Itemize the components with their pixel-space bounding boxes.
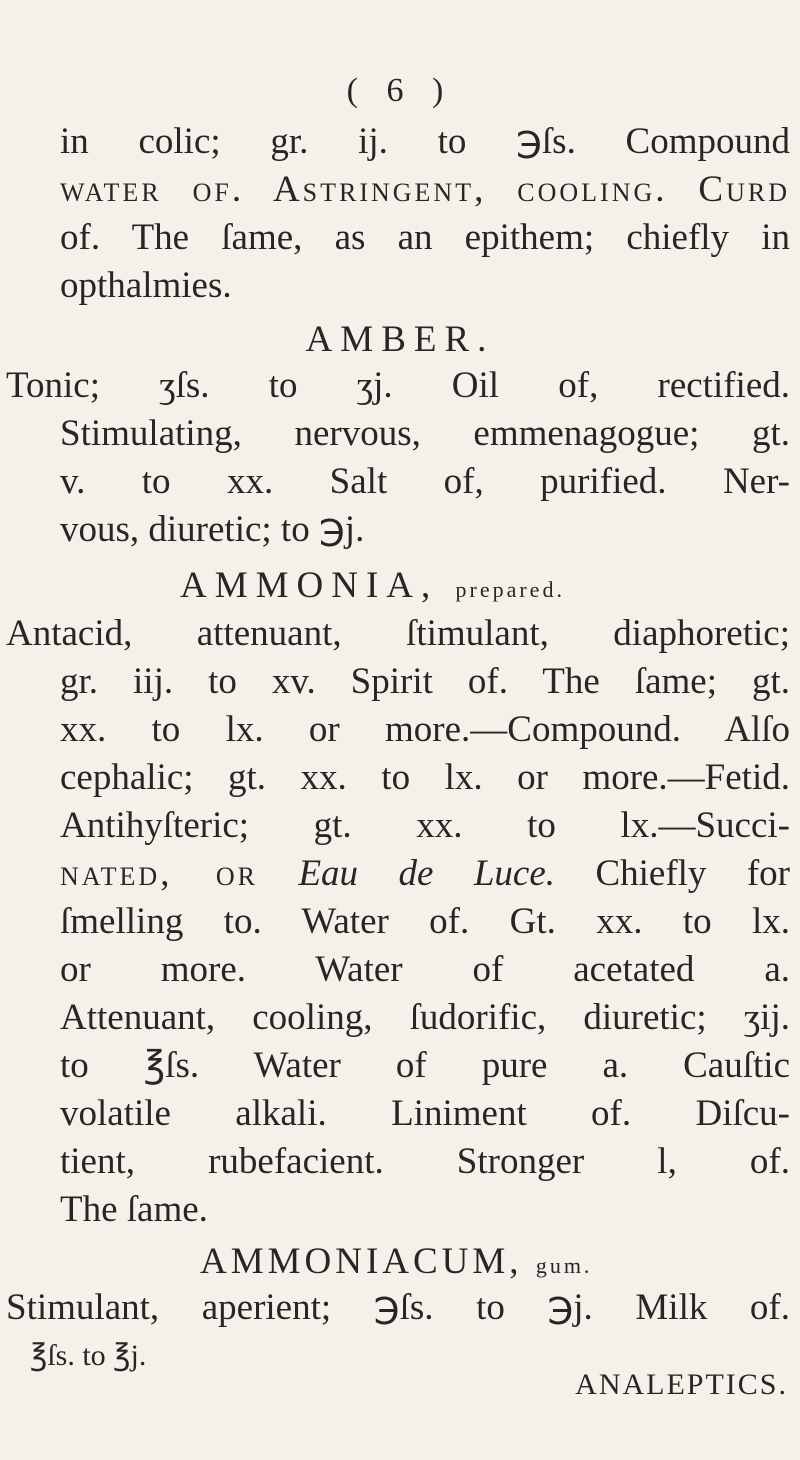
text-line: ſmelling to. Water of. Gt. xx. to lx. (60, 901, 790, 942)
section-heading-ammoniacum (200, 1238, 620, 1290)
text-line (60, 850, 790, 898)
section-heading-amber: AMBER. (305, 319, 495, 360)
text-line: v. to xx. Salt of, purified. Ner- (60, 461, 790, 502)
heading-qualifier: gum. (535, 1253, 593, 1278)
page-number: ( 6 ) (346, 72, 454, 109)
text-line: in colic; gr. ij. to ℈ſs. Compound (60, 121, 790, 162)
text-line: cephalic; gt. xx. to lx. or more.—Fetid. (60, 757, 790, 798)
text-line: to ℥ſs. Water of pure a. Cauſtic (60, 1045, 790, 1086)
text-line: vous, diuretic; to ℈j. (60, 509, 365, 550)
text-line: opthalmies. (60, 265, 232, 306)
catchword: ANALEPTICS. (575, 1368, 788, 1401)
text-line: Antihyſteric; gt. xx. to lx.—Succi- (60, 805, 790, 846)
text-line: or more. Water of acetated a. (60, 949, 790, 990)
heading-main: AMMONIACUM, (200, 1241, 523, 1282)
text-line: Antacid, attenuant, ſtimulant, diaphoretic; (6, 613, 790, 654)
text-line: Tonic; ʒſs. to ʒj. Oil of, rectified. (6, 365, 790, 406)
section-heading-ammonia (180, 562, 600, 614)
text-line: The ſame. (60, 1189, 208, 1230)
eau-de-luce: Eau de Luce. (298, 853, 556, 894)
text-line: Stimulating, nervous, emmenagogue; gt. (60, 413, 790, 454)
text-line: tient, rubefacient. Stronger l, of. (60, 1141, 790, 1182)
text-line: gr. iij. to xv. Spirit of. The ſame; gt. (60, 661, 790, 702)
succinated-label: nated, or (60, 853, 259, 894)
text-line: Stimulant, aperient; ℈ſs. to ℈j. Milk of. (6, 1287, 790, 1328)
text-line: Attenuant, cooling, ſudorific, diuretic; ʒij. (60, 997, 790, 1038)
text-line: volatile alkali. Liniment of. Diſcu- (60, 1093, 790, 1134)
text-line: xx. to lx. or more.—Compound. Alſo (60, 709, 790, 750)
text-line: ℥ſs. to ℥j. (30, 1339, 147, 1372)
heading-qualifier: prepared. (455, 577, 565, 602)
text-line: of. The ſame, as an epithem; chiefly in (60, 217, 790, 258)
text-fragment: Chiefly for (595, 853, 791, 894)
text-line: water of. Aſtringent, cooling. Curd (60, 169, 790, 210)
heading-main: AMMONIA, (180, 565, 439, 606)
